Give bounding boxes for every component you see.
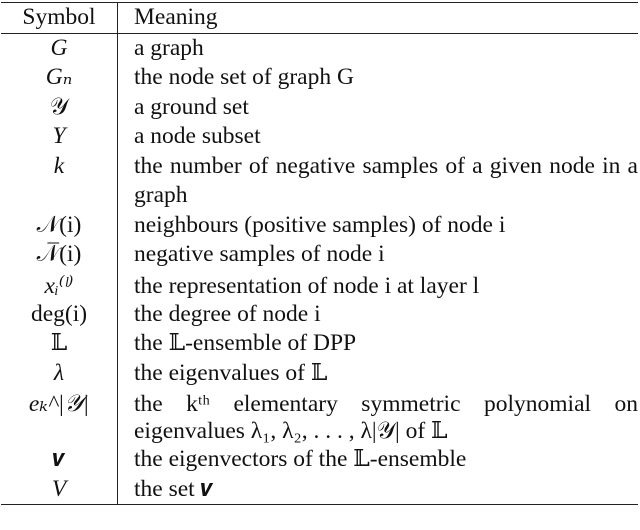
symbol-cell: 𝕃 bbox=[1, 329, 118, 359]
meaning-cell: neighbours (positive samples) of node i bbox=[134, 211, 506, 238]
meaning-cell: negative samples of node i bbox=[134, 241, 385, 267]
notation-table bbox=[1, 2, 638, 505]
symbol-cell: 𝒩(i) bbox=[1, 211, 118, 241]
symbol-cell: eₖ^|𝒴| bbox=[1, 388, 118, 445]
symbol-cell: 𝒗 bbox=[1, 445, 118, 475]
symbol-cell: Gₙ bbox=[1, 63, 118, 93]
header-row bbox=[1, 3, 638, 34]
table-row bbox=[1, 152, 638, 211]
table-header bbox=[1, 3, 638, 34]
meaning-cell: the 𝕃-ensemble of DPP bbox=[134, 330, 357, 356]
meaning-cell: the number of negative samples of a given node in a graph bbox=[134, 152, 638, 208]
symbol-column-header: Symbol bbox=[1, 3, 118, 34]
table-row bbox=[1, 388, 638, 445]
meaning-cell: the kᵗʰ elementary symmetric polynomial on eigenvalues λ₁, λ₂, . . . , λ|𝒴| of 𝕃 bbox=[134, 391, 638, 444]
table-row bbox=[1, 300, 638, 330]
meaning-cell: a ground set bbox=[134, 93, 249, 120]
symbol-cell: λ bbox=[1, 359, 118, 389]
meaning-cell: a node subset bbox=[134, 123, 261, 149]
symbol-cell: xᵢ⁽ˡ⁾ bbox=[1, 270, 118, 300]
meaning-cell: the degree of node i bbox=[134, 300, 321, 327]
table-row bbox=[1, 93, 638, 123]
table-row bbox=[1, 359, 638, 389]
meaning-cell: the eigenvalues of 𝕃 bbox=[134, 359, 328, 386]
meaning-cell: a graph bbox=[134, 34, 204, 61]
meaning-cell: the representation of node i at layer l bbox=[134, 272, 480, 299]
symbol-cell: 𝒩̅(i) bbox=[1, 240, 118, 270]
table-row bbox=[1, 445, 638, 475]
meaning-cell: the eigenvectors of the 𝕃-ensemble bbox=[134, 446, 467, 472]
table-row bbox=[1, 475, 638, 505]
table-row bbox=[1, 63, 638, 93]
table-row bbox=[1, 240, 638, 270]
table-row bbox=[1, 270, 638, 300]
meaning-cell: the set 𝒗 bbox=[134, 475, 214, 502]
meaning-cell: the node set of graph G bbox=[134, 64, 354, 90]
table-row bbox=[1, 329, 638, 359]
table-row bbox=[1, 33, 638, 63]
symbol-cell: 𝒴 bbox=[1, 93, 118, 123]
symbol-cell: Y bbox=[1, 122, 118, 152]
table-body bbox=[1, 33, 638, 505]
symbol-cell: V bbox=[1, 475, 118, 505]
table-row bbox=[1, 122, 638, 152]
symbol-cell: G bbox=[1, 33, 118, 63]
symbol-cell: k bbox=[1, 152, 118, 211]
table-row bbox=[1, 211, 638, 241]
symbol-cell: deg(i) bbox=[1, 300, 118, 330]
meaning-column-header: Meaning bbox=[134, 4, 218, 30]
